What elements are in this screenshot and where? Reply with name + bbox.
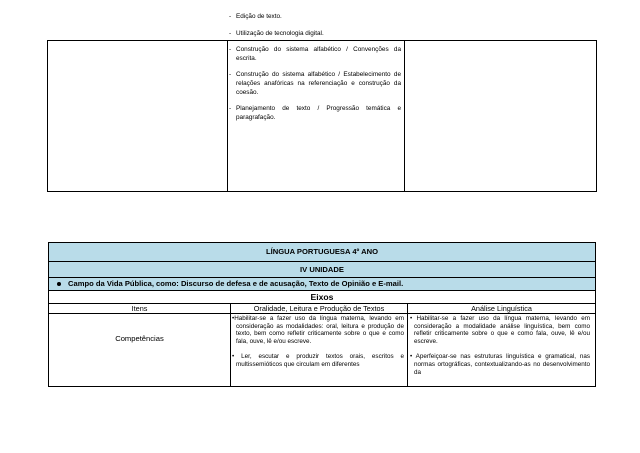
table-row [49, 314, 595, 386]
column-headers [49, 304, 595, 314]
list-item: - Utilização de tecnologia digital. [229, 30, 401, 39]
column-divider [230, 304, 231, 314]
column-divider [407, 304, 408, 314]
oralidade-cell [232, 315, 404, 377]
paragraph: • Habilitar-se a fazer uso da língua materna, levando em consideração a modalidade análise linguística, bem como refletir criticamente sobre o que e como fala, ouve, lê e/ou escreve. [410, 315, 590, 345]
list-item: - Planejamento de texto / Progressão temática e paragrafação. [229, 105, 401, 122]
field-text: Campo da Vida Pública, como: Discurso de defesa e de acusação, Texto de Opinião e E-mail. [68, 279, 404, 288]
top-table-item-list [229, 13, 401, 130]
column-divider [407, 314, 408, 386]
competencias-label: Competências [115, 334, 164, 343]
table-title: LÍNGUA PORTUGUESA 4º ANO [49, 243, 595, 262]
paragraph: • Ler, escutar e produzir textos orais, escritos e multissemióticos que circulam em diferentes [232, 353, 404, 368]
header-analise: Análise Linguística [471, 304, 532, 313]
bullet-icon [57, 282, 61, 286]
unit-heading: IV UNIDADE [49, 262, 595, 278]
paragraph: •Habilitar-se a fazer uso da língua materna, levando em consideração as modalidades: oral, leitura e produção de texto, bem como refletir criticamente sobre o que e como fala, ouve, lê e/ou escreve. [232, 315, 404, 345]
column-divider [230, 314, 231, 386]
header-itens: Itens [131, 304, 148, 313]
field-row [49, 278, 595, 291]
column-divider [404, 41, 405, 191]
curriculum-table [48, 242, 596, 387]
column-divider [227, 41, 228, 191]
paragraph: • Aperfeiçoar-se nas estruturas linguística e gramatical, nas normas ortográficas, contextualizando-as no desenvolvimento da [410, 353, 590, 376]
list-item: - Construção do sistema alfabético / Estabelecimento de relações anafóricas na referenciação e construção da coesão. [229, 71, 401, 97]
analise-cell [410, 315, 590, 384]
eixos-heading: Eixos [49, 291, 595, 304]
list-item: - Construção do sistema alfabético / Convenções da escrita. [229, 46, 401, 63]
list-item: - Edição de texto. [229, 13, 401, 22]
header-oralidade: Oralidade, Leitura e Produção de Textos [253, 304, 385, 313]
